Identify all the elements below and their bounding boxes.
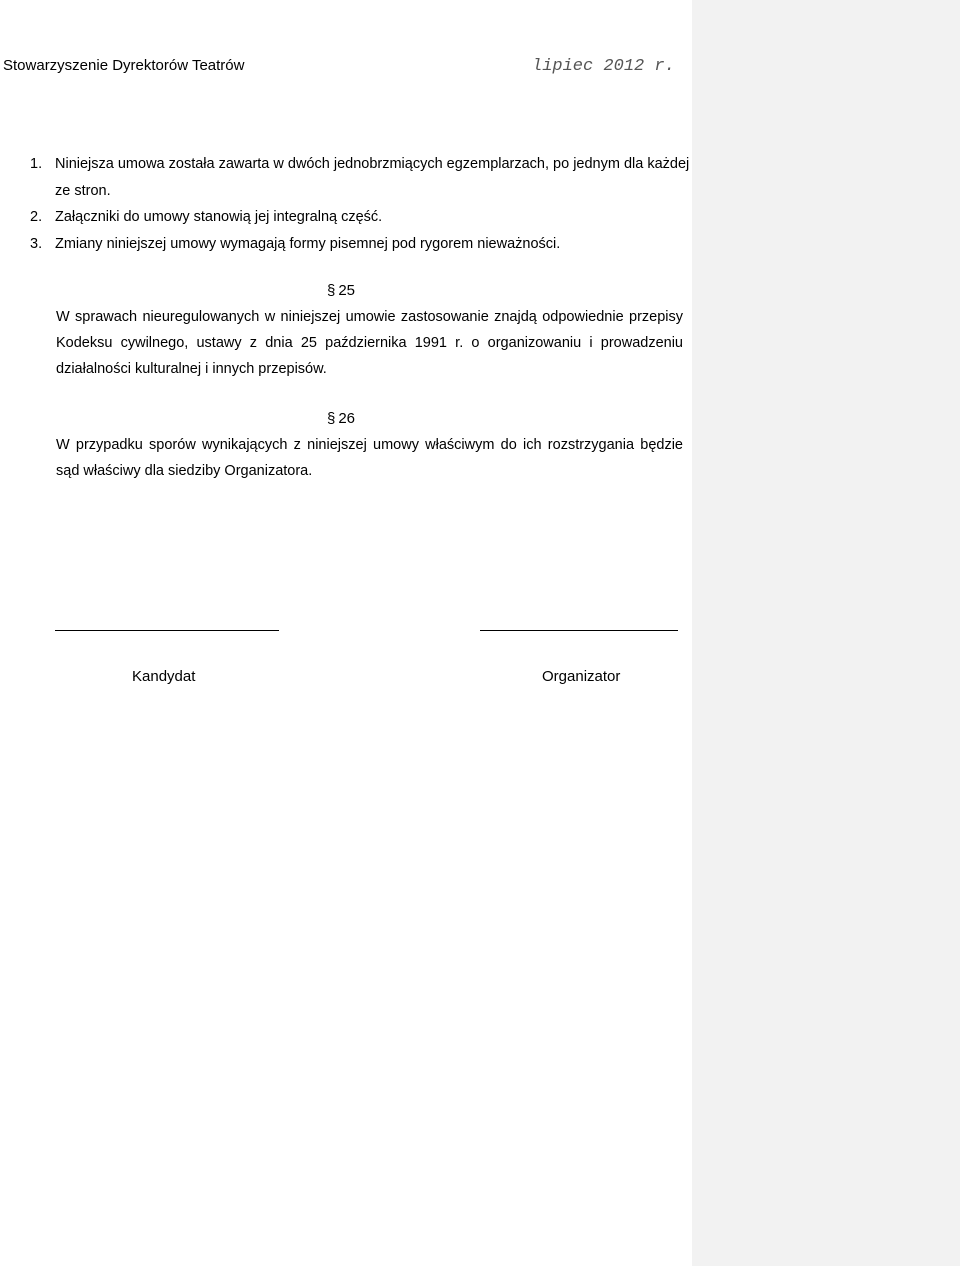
section-sign: § <box>327 410 336 427</box>
section-number: 26 <box>338 410 356 427</box>
section-heading-25 <box>327 282 355 299</box>
section-number: 25 <box>338 282 356 299</box>
list-item-number: 3. <box>30 235 43 252</box>
header-date: lipiec 2012 r. <box>532 57 675 76</box>
comment-margin-panel <box>692 0 960 1266</box>
section-sign: § <box>327 282 336 299</box>
list-item-text: Załączniki do umowy stanowią jej integralną część. <box>55 209 383 225</box>
list-item <box>30 231 690 258</box>
header-organization: Stowarzyszenie Dyrektorów Teatrów <box>3 57 245 74</box>
signature-line-right <box>480 630 678 631</box>
list-item-text: Zmiany niniejszej umowy wymagają formy pisemnej pod rygorem nieważności. <box>55 235 561 252</box>
list-item <box>30 151 690 204</box>
signature-label-candidate: Kandydat <box>132 668 196 685</box>
signature-label-organizer: Organizator <box>542 668 621 685</box>
list-item <box>30 204 690 231</box>
list-item-text: Niniejsza umowa została zawarta w dwóch jednobrzmiących egzemplarzach, po jednym dla każdej ze stron. <box>55 156 690 199</box>
list-item-number: 2. <box>30 209 43 225</box>
section-paragraph-26: W przypadku sporów wynikających z niniejszej umowy właściwym do ich rozstrzygania będzie sąd właściwy dla siedziby Organizatora. <box>56 437 683 479</box>
section-paragraph-25: W sprawach nieuregulowanych w niniejszej umowie zastosowanie znajdą odpowiednie przepisy Kodeksu cywilnego, ustawy z dnia 25 października 1991 r. o organizowaniu i prowadzeniu działalności kulturalnej i innych przepisów. <box>56 309 683 377</box>
signature-line-left <box>55 630 279 631</box>
section-heading-26 <box>327 410 355 427</box>
list-item-number: 1. <box>30 156 43 172</box>
numbered-list <box>30 151 690 257</box>
